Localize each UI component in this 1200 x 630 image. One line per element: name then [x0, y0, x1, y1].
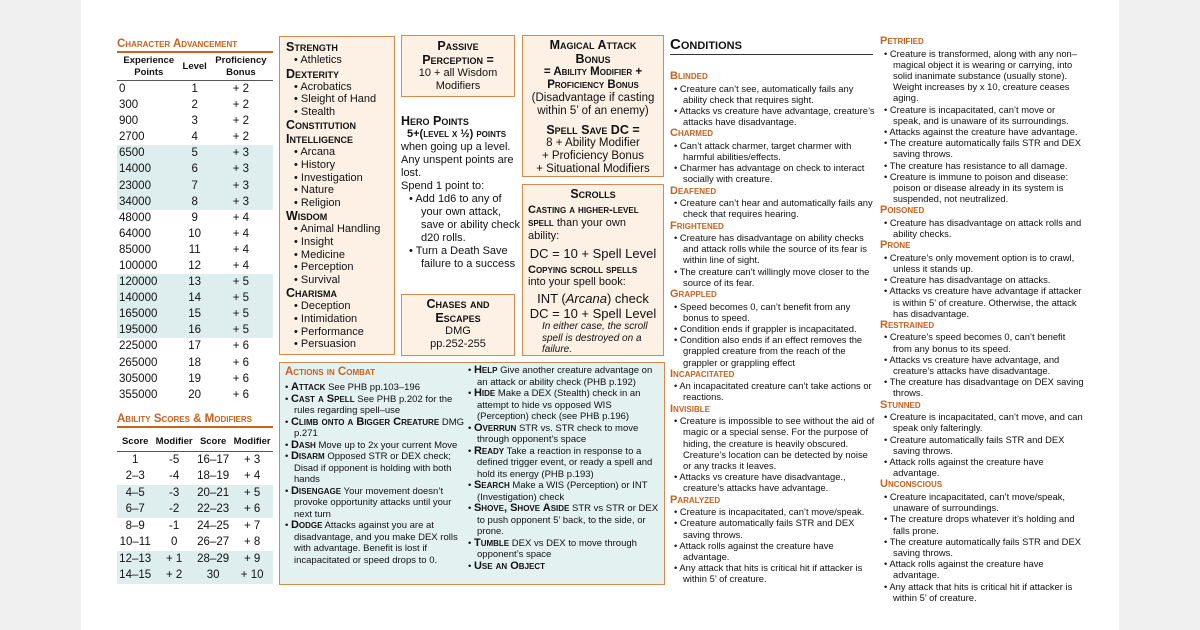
- spell-save-3: + Situational Modifiers: [536, 163, 650, 175]
- condition-item: • Condition also ends if an effect removes the grappled creature from the reach of the grappler or grappling effect: [670, 334, 876, 368]
- condition-item: • Creature has disadvantage on ability checks and attack rolls while the source of its fear is within line of sight.: [670, 232, 876, 266]
- action-item: [468, 423, 662, 446]
- action-item: [468, 561, 662, 573]
- action-item: [285, 486, 465, 521]
- action-name: Disarm: [290, 450, 325, 462]
- condition-item: • An incapacitated creature can’t take actions or reactions.: [670, 380, 876, 402]
- table-row: [117, 468, 273, 485]
- table-row: [117, 501, 273, 518]
- table-row: [117, 226, 273, 242]
- table-cell: -2: [153, 501, 195, 518]
- condition-item: • The creature automatically fails STR and DEX saving throws.: [880, 536, 1085, 558]
- table-row: [117, 194, 273, 210]
- condition-name: Frightened: [670, 219, 724, 232]
- table-cell: 195000: [117, 322, 181, 338]
- condition-item: • Attack rolls against the creature have advantage.: [670, 540, 876, 562]
- column-header: Modifier: [153, 430, 195, 452]
- condition-item: • Creature automatically fails STR and DEX saving throws.: [670, 517, 876, 539]
- table-row: [117, 452, 273, 469]
- action-item: [468, 446, 662, 481]
- condition-name: Charmed: [670, 127, 714, 140]
- condition-item: • Attacks against the creature have advantage.: [880, 126, 1085, 137]
- table-cell: 23000: [117, 177, 181, 193]
- condition-item: • Creature has disadvantage on attacks.: [880, 274, 1085, 285]
- table-cell: 7: [181, 177, 209, 193]
- table-cell: 8–9: [125, 519, 145, 532]
- action-text: STR vs. STR check to move through opponent’s space: [477, 422, 639, 445]
- condition-item: • Speed becomes 0, can’t benefit from any bonus to speed.: [670, 301, 876, 323]
- action-name: Help: [473, 364, 498, 376]
- table-row: [117, 242, 273, 258]
- table-cell: 17: [188, 340, 202, 353]
- skill-item: • Intimidation: [294, 313, 388, 326]
- action-item: [468, 365, 662, 388]
- table-row: [117, 258, 273, 274]
- table-cell: 6–7: [117, 501, 153, 518]
- table-cell: 5: [181, 145, 209, 161]
- table-cell: + 5: [231, 485, 273, 502]
- condition-item: • Creature can’t see, automatically fails any ability check that requires sight.: [670, 83, 876, 105]
- skill-item: • Nature: [294, 184, 388, 197]
- action-name: Tumble: [473, 536, 510, 549]
- spell-save-1: 8 + Ability Modifier: [546, 137, 640, 149]
- table-cell: 6: [181, 161, 209, 177]
- condition-item: • Creature is incapacitated, can’t move, and can speak only falteringly.: [880, 411, 1085, 433]
- table-row: [117, 371, 273, 387]
- table-cell: + 3: [209, 145, 273, 161]
- chases-box: [401, 294, 515, 356]
- condition-item: • The creature has resistance to all damage.: [880, 160, 1085, 171]
- table-cell: 26–27: [197, 536, 230, 549]
- hero-formula: 5+(level x ½) points: [407, 128, 507, 140]
- passive-title-2: Perception =: [422, 53, 494, 67]
- action-name: Use an Object: [473, 559, 546, 572]
- skill-ability: Charisma: [286, 286, 338, 301]
- table-cell: + 3: [244, 454, 261, 466]
- skill-item: • Religion: [294, 197, 388, 210]
- table-cell: + 2: [232, 83, 250, 95]
- condition-item: • Creature incapacitated, can’t move/speak, unaware of surroundings.: [880, 491, 1085, 513]
- spell-save-2: + Proficiency Bonus: [542, 150, 644, 162]
- table-cell: 64000: [119, 227, 151, 240]
- action-item: [468, 388, 662, 423]
- copy-head: Copying scroll spells: [528, 264, 638, 276]
- table-row: [117, 129, 273, 145]
- magic-title: Magical Attack: [549, 38, 637, 52]
- skill-item: • Insight: [294, 236, 388, 249]
- magic-title-2: Bonus: [575, 52, 611, 66]
- table-cell: 18–19: [197, 470, 230, 483]
- actions-box: [279, 362, 665, 585]
- action-name: Overrun: [473, 421, 517, 434]
- column-header: Modifier: [231, 430, 273, 452]
- table-cell: 900: [119, 115, 139, 128]
- table-cell: + 2: [232, 131, 250, 144]
- table-row: [117, 567, 273, 584]
- condition-item: • Attacks vs creature have disadvantage., creature’s attacks have advantage.: [670, 471, 876, 493]
- actions-title: Actions in Combat: [285, 366, 375, 378]
- condition-name: Unconscious: [880, 478, 943, 491]
- condition-item: • Creature can’t hear and automatically fails any check that requires hearing.: [670, 197, 876, 219]
- table-cell: 10–11: [119, 536, 151, 549]
- skill-list: [286, 54, 388, 67]
- skill-item: • Arcana: [294, 146, 388, 159]
- skill-item: • Stealth: [294, 106, 388, 119]
- condition-item: • Creature is impossible to see without the aid of magic or a special sense. For the purpose of hiding, the creature is heavily obscured. Creature’s location can be detected by noise or any tracks it leaves.: [670, 415, 876, 471]
- table-cell: + 6: [231, 501, 273, 518]
- copy-formula: DC = 10 + Spell Level: [529, 306, 657, 321]
- skill-item: • Survival: [294, 274, 388, 287]
- table-row: [117, 306, 273, 322]
- action-text: Give another creature advantage on an attack or ability check (PHB p.192): [477, 365, 653, 388]
- table-cell: 48000: [119, 211, 151, 224]
- table-cell: 12–13: [117, 551, 153, 568]
- skill-ability: Wisdom: [286, 209, 328, 224]
- action-item: [468, 503, 662, 538]
- condition-item: • Creature has disadvantage on attack rolls and ability checks.: [880, 217, 1085, 239]
- condition-item: • Attacks vs creature have advantage, creature’s attacks have disadvantage.: [670, 105, 876, 127]
- condition-item: • Creature’s speed becomes 0, can’t benefit from any bonus to its speed.: [880, 331, 1085, 353]
- skill-list: [286, 300, 388, 350]
- table-cell: 16–17: [197, 454, 230, 466]
- magic-note: (Disadvantage if casting within 5’ of an enemy): [531, 92, 655, 117]
- table-cell: 0: [170, 536, 178, 549]
- condition-item: • Creature is immune to poison and disease: poison or disease already in its system is suspended, not neutralized.: [880, 171, 1085, 205]
- copy-f1c: ) check: [606, 291, 649, 306]
- condition-item: • Creature is incapacitated, can’t move/speak.: [670, 506, 876, 517]
- action-text: Your movement doesn’t provoke opportunity attacks until your next turn: [294, 485, 452, 520]
- skill-item: • Investigation: [294, 172, 388, 185]
- table-cell: + 9: [231, 551, 273, 568]
- action-text: DEX vs DEX to move through opponent’s space: [477, 537, 637, 560]
- table-cell: 24–25: [197, 519, 230, 532]
- table-cell: 10: [188, 227, 202, 240]
- copy-f1a: INT (: [537, 291, 566, 306]
- table-cell: 140000: [117, 290, 181, 306]
- table-row: [117, 355, 273, 371]
- table-cell: 13: [181, 274, 209, 290]
- table-row: [117, 534, 273, 551]
- table-cell: -3: [153, 485, 195, 502]
- action-name: Dodge: [290, 519, 323, 531]
- character-advancement-table: [117, 54, 273, 403]
- chases-src-2: pp.252-255: [430, 338, 486, 350]
- table-row: [117, 97, 273, 113]
- condition-item: • Any attack that hits is critical hit if attacker is within 5’ of creature.: [880, 581, 1085, 603]
- chases-title: Chases and: [426, 297, 490, 311]
- table-cell: -1: [169, 519, 180, 532]
- table-cell: + 6: [232, 388, 250, 401]
- condition-name: Restrained: [880, 318, 935, 331]
- condition-item: • Attacks vs creature have advantage, and creature’s attacks have disadvantage.: [880, 354, 1085, 376]
- passive-title: Passive: [437, 39, 479, 53]
- table-cell: 4: [191, 131, 198, 144]
- copy-text: into your spell book:: [528, 276, 626, 288]
- condition-item: • The creature automatically fails STR and DEX saving throws.: [880, 137, 1085, 159]
- table-row: [117, 210, 273, 226]
- table-cell: + 7: [244, 519, 261, 532]
- scrolls-box: [522, 184, 664, 356]
- table-row: [117, 81, 273, 98]
- condition-item: • Creature automatically fails STR and DEX saving throws.: [880, 434, 1085, 456]
- table-cell: + 4: [232, 243, 250, 256]
- table-cell: + 3: [209, 177, 273, 193]
- table-cell: 19: [188, 372, 202, 385]
- reference-sheet: [81, 0, 1119, 630]
- table-row: [117, 322, 273, 338]
- action-text: Make a WIS (Perception) or INT (Investigation) check: [477, 480, 648, 503]
- chases-src-1: DMG: [445, 325, 471, 337]
- table-cell: 225000: [119, 340, 158, 353]
- action-text: Take a reaction in response to a defined trigger event, or ready a spell and hold its energy (PHB p.193): [477, 445, 653, 480]
- action-name: Disengage: [290, 484, 342, 497]
- scroll-note: In either case, the scroll spell is destroyed on a failure.: [542, 321, 648, 355]
- action-name: Climb onto a Bigger Creature: [290, 415, 440, 428]
- table-cell: 11: [188, 243, 201, 256]
- action-item: [468, 480, 662, 503]
- column-header: Experience Points: [117, 54, 181, 81]
- hero-item: • Turn a Death Save failure to a success: [409, 245, 521, 271]
- table-cell: + 6: [232, 340, 250, 353]
- skill-item: • Athletics: [294, 54, 388, 67]
- condition-item: • Creature’s only movement option is to crawl, unless it stands up.: [880, 252, 1085, 274]
- hero-points: [401, 114, 521, 271]
- hero-title: Hero Points: [401, 114, 469, 128]
- table-cell: -5: [169, 454, 180, 466]
- action-text: Make a DEX (Stealth) check in an attempt to hide vs opposed WIS (Perception) check (see PHB p.196): [477, 388, 641, 422]
- table-row: [117, 177, 273, 193]
- action-item: [468, 538, 662, 561]
- table-cell: 15: [181, 306, 209, 322]
- condition-name: Poisoned: [880, 204, 925, 217]
- table-cell: 28–29: [195, 551, 231, 568]
- skill-list: [286, 81, 388, 119]
- table-cell: 2: [191, 99, 198, 112]
- table-cell: + 5: [209, 274, 273, 290]
- ability-scores-table: [117, 430, 273, 584]
- table-cell: 22–23: [195, 501, 231, 518]
- table-cell: 120000: [117, 274, 181, 290]
- action-name: Cast a Spell: [290, 392, 355, 405]
- table-row: [117, 161, 273, 177]
- table-cell: 8: [181, 194, 209, 210]
- action-text: Attacks against you are at disadvantage, and you make DEX rolls with advantage. Benefit is lost if incapacitated or speed drops to 0.: [294, 520, 458, 566]
- table-cell: 165000: [117, 306, 181, 322]
- table-cell: + 2: [232, 99, 250, 112]
- skill-ability: Strength: [286, 40, 338, 54]
- condition-item: • The creature can’t willingly move closer to the source of its fear.: [670, 266, 876, 288]
- cast-formula: DC = 10 + Spell Level: [529, 246, 657, 261]
- ability-scores-title: Ability Scores & Modifiers: [117, 413, 273, 428]
- hero-text-2: Spend 1 point to:: [401, 180, 485, 192]
- skill-item: • Perception: [294, 261, 388, 274]
- magic-formula-1: = Ability Modifier +: [543, 66, 643, 78]
- skill-list: [286, 146, 388, 209]
- skill-item: • Acrobatics: [294, 81, 388, 94]
- table-row: [117, 338, 273, 354]
- table-row: [117, 113, 273, 129]
- action-item: [285, 417, 465, 440]
- action-text: STR vs STR or DEX to push opponent 5’ back, to the side, or prone.: [477, 503, 659, 537]
- action-name: Attack: [290, 381, 326, 393]
- skill-ability: Dexterity: [286, 66, 340, 81]
- table-cell: + 6: [232, 356, 250, 369]
- chases-title-2: Escapes: [435, 311, 481, 325]
- skill-item: • Persuasion: [294, 338, 388, 351]
- table-cell: + 1: [153, 551, 195, 568]
- action-item: [285, 520, 465, 566]
- table-cell: 1: [131, 454, 139, 466]
- condition-item: • The creature drops whatever it’s holding and falls prone.: [880, 513, 1085, 535]
- action-text: Move up to 2x your current Move: [315, 439, 458, 451]
- table-cell: + 4: [232, 227, 250, 240]
- column-header: Score: [117, 430, 153, 452]
- conditions-title: Conditions: [670, 36, 873, 55]
- table-cell: 305000: [119, 372, 158, 385]
- column-header: Score: [195, 430, 231, 452]
- condition-item: • Charmer has advantage on check to interact socially with creature.: [670, 162, 876, 184]
- table-cell: 300: [119, 99, 139, 112]
- action-item: [285, 451, 465, 486]
- condition-item: • Creature is transformed, along with any non–magical object it is wearing or carrying, into solid inanimate substance (usually stone). Weight increases by x 10, creature ceases aging.: [880, 48, 1085, 104]
- skill-item: • Deception: [294, 300, 388, 313]
- table-cell: 85000: [119, 243, 151, 256]
- action-item: [285, 394, 465, 417]
- skill-item: • Performance: [294, 326, 388, 339]
- table-row: [117, 518, 273, 535]
- skill-ability: Intelligence: [286, 132, 353, 147]
- table-cell: 20–21: [195, 485, 231, 502]
- hero-item: • Add 1d6 to any of your own attack, save or ability check d20 rolls.: [409, 193, 521, 245]
- table-cell: 0: [119, 83, 126, 95]
- table-cell: 2–3: [125, 470, 145, 483]
- table-cell: 14–15: [117, 567, 153, 584]
- table-cell: 14000: [117, 161, 181, 177]
- table-cell: + 4: [244, 470, 261, 483]
- skill-item: • Animal Handling: [294, 223, 388, 236]
- table-cell: 16: [181, 322, 209, 338]
- condition-name: Stunned: [880, 398, 921, 411]
- table-cell: + 4: [232, 259, 250, 272]
- magical-attack-box: [522, 35, 664, 177]
- table-cell: 34000: [117, 194, 181, 210]
- action-text: See PHB p.202 for the rules regarding spell–use: [294, 393, 453, 416]
- table-cell: 9: [191, 211, 198, 224]
- table-cell: + 6: [232, 372, 250, 385]
- table-cell: 355000: [119, 388, 158, 401]
- condition-item: • Attacks vs creature have advantage if attacker is within 5’ of creature. Otherwise, the attack has disadvantage.: [880, 285, 1085, 319]
- table-cell: 14: [181, 290, 209, 306]
- condition-item: • Attack rolls against the creature have advantage.: [880, 456, 1085, 478]
- skills-box: [279, 36, 395, 355]
- table-cell: + 10: [231, 567, 273, 584]
- table-cell: 100000: [119, 259, 158, 272]
- condition-name: Grappled: [670, 288, 717, 301]
- column-header: Level: [181, 54, 209, 81]
- table-cell: + 4: [232, 211, 250, 224]
- action-name: Shove, Shove Aside: [473, 502, 570, 514]
- skill-item: • History: [294, 159, 388, 172]
- copy-f1b: Arcana: [565, 291, 607, 306]
- condition-name: Prone: [880, 239, 911, 252]
- action-name: Hide: [473, 387, 496, 399]
- condition-item: • Attack rolls against the creature have advantage.: [880, 558, 1085, 580]
- table-cell: + 3: [209, 161, 273, 177]
- table-cell: + 5: [209, 322, 273, 338]
- cast-text: than your own ability:: [528, 217, 626, 242]
- table-row: [117, 290, 273, 306]
- action-text: DMG p.271: [294, 416, 464, 439]
- condition-name: Incapacitated: [670, 367, 735, 380]
- table-cell: 3: [191, 115, 198, 128]
- table-cell: + 5: [209, 306, 273, 322]
- action-name: Dash: [290, 438, 316, 451]
- hero-text-1: when going up a level. Any unspent points are lost.: [401, 141, 514, 179]
- character-advancement-title: Character Advancement: [117, 38, 273, 53]
- table-cell: + 5: [209, 290, 273, 306]
- skill-list: [286, 223, 388, 286]
- passive-text: 10 + all Wisdom Modifiers: [418, 67, 498, 92]
- table-cell: + 2: [232, 115, 250, 128]
- condition-name: Blinded: [670, 70, 708, 82]
- condition-item: • Condition ends if grappler is incapacitated.: [670, 323, 876, 334]
- table-cell: 265000: [119, 356, 158, 369]
- skill-ability: Constitution: [286, 118, 357, 133]
- condition-name: Deafened: [670, 184, 717, 197]
- table-cell: + 3: [209, 194, 273, 210]
- cast-head: Casting a higher-level spell: [528, 204, 639, 229]
- condition-name: Invisible: [670, 402, 710, 415]
- table-cell: 6500: [117, 145, 181, 161]
- table-cell: 2700: [119, 131, 145, 144]
- condition-item: • The creature has disadvantage on DEX saving throws.: [880, 376, 1085, 398]
- table-cell: 18: [188, 356, 202, 369]
- magic-formula-2: Proficiency Bonus: [547, 79, 639, 91]
- table-row: [117, 387, 273, 403]
- condition-item: • Creature is incapacitated, can’t move or speak, and is unaware of its surroundings.: [880, 104, 1085, 126]
- action-text: See PHB pp.103–196: [325, 382, 420, 393]
- table-cell: 20: [188, 388, 202, 401]
- action-text: Opposed STR or DEX check; Disad if opponent is holding with both hands: [294, 451, 452, 485]
- condition-name: Paralyzed: [670, 493, 721, 506]
- scrolls-title: Scrolls: [570, 187, 616, 201]
- action-name: Search: [473, 479, 510, 491]
- table-row: [117, 145, 273, 161]
- condition-item: • Can’t attack charmer, target charmer with harmful abilities/effects.: [670, 140, 876, 162]
- skill-item: • Sleight of Hand: [294, 93, 388, 106]
- table-cell: 1: [191, 83, 198, 95]
- condition-name: Petrified: [880, 35, 924, 47]
- table-row: [117, 485, 273, 502]
- table-row: [117, 274, 273, 290]
- column-header: Proficiency Bonus: [209, 54, 273, 81]
- table-cell: + 2: [153, 567, 195, 584]
- condition-item: • Any attack that hits is critical hit if attacker is within 5’ of creature.: [670, 562, 876, 584]
- table-cell: -4: [169, 470, 180, 483]
- table-cell: + 8: [244, 536, 261, 549]
- spell-save-title: Spell Save DC =: [546, 123, 640, 137]
- table-cell: 30: [195, 567, 231, 584]
- passive-perception-box: [401, 35, 515, 97]
- table-cell: 12: [188, 259, 202, 272]
- skill-item: • Medicine: [294, 249, 388, 262]
- table-row: [117, 551, 273, 568]
- table-cell: 4–5: [117, 485, 153, 502]
- action-name: Ready: [473, 444, 505, 457]
